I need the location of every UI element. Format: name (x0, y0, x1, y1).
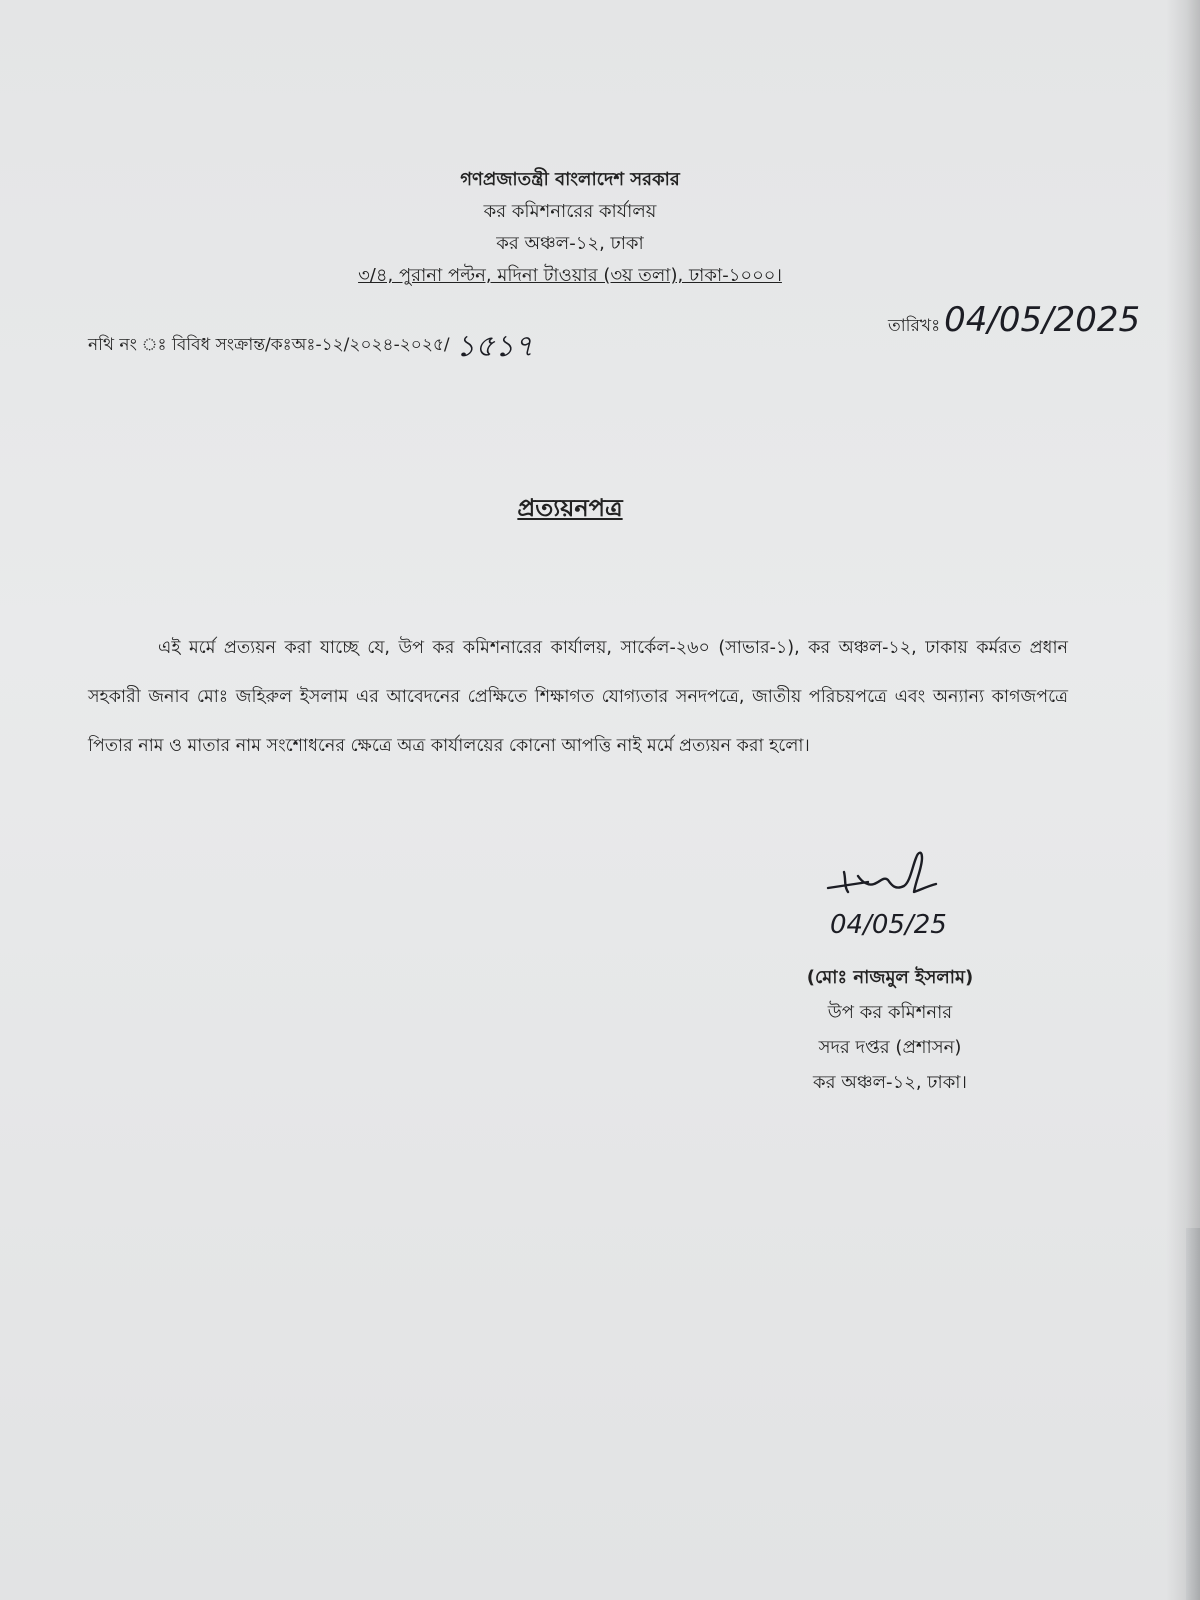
certificate-body (88, 624, 1068, 771)
signature-handwritten-date: 04/05/25 (830, 910, 947, 940)
handwritten-signature (824, 846, 944, 916)
signatory-office: সদর দপ্তর (প্রশাসন) (818, 1037, 962, 1058)
office-address: ৩/৪, পুরানা পল্টন, মদিনা টাওয়ার (৩য় তলা), ঢাকা-১০০০। (358, 265, 782, 286)
certificate-body-text: এই মর্মে প্রত্যয়ন করা যাচ্ছে যে, উপ কর কমিশনারের কার্যালয়, সার্কেল-২৬০ (সাভার-১), কর অঞ্চল-১২, ঢাকায় কর্মরত প্রধান সহকারী জনাব মোঃ জহিরুল ইসলাম এর আবেদনের প্রেক্ষিতে শিক্ষাগত যোগ্যতার সনদপত্রে, জাতীয় পরিচয়পত্রে এবং অন্যান্য কাগজপত্রে পিতার নাম ও মাতার নাম সংশোধনের ক্ষেত্রে অত্র কার্যালয়ের কোনো আপত্তি নাই মর্মে প্রত্যয়ন করা হলো। (88, 638, 1068, 756)
signatory-designation: উপ কর কমিশনার (827, 1002, 953, 1023)
underlying-sheet-edge (1186, 1228, 1200, 1600)
signatory-block (740, 960, 1040, 1100)
date-handwritten-value: 04/05/2025 (944, 300, 1141, 340)
government-title: গণপ্রজাতন্ত্রী বাংলাদেশ সরকার (460, 169, 680, 190)
issue-date (888, 300, 1140, 341)
signatory-name: (মোঃ নাজমুল ইসলাম) (806, 967, 974, 988)
letterhead (0, 164, 1140, 292)
office-name: কর কমিশনারের কার্যালয় (483, 201, 657, 222)
reference-number (88, 316, 534, 367)
document-subject: প্রত্যয়নপত্র (517, 494, 623, 522)
reference-label: নথি নং ঃ বিবিধ সংক্রান্ত/কঃঅঃ-১২/২০২৪-২০২৫/ (88, 335, 450, 355)
date-label: তারিখঃ (888, 316, 941, 336)
reference-handwritten-number: ১৫১৭ (455, 329, 534, 364)
signatory-zone: কর অঞ্চল-১২, ঢাকা। (813, 1072, 967, 1093)
tax-zone: কর অঞ্চল-১২, ঢাকা (496, 233, 644, 254)
